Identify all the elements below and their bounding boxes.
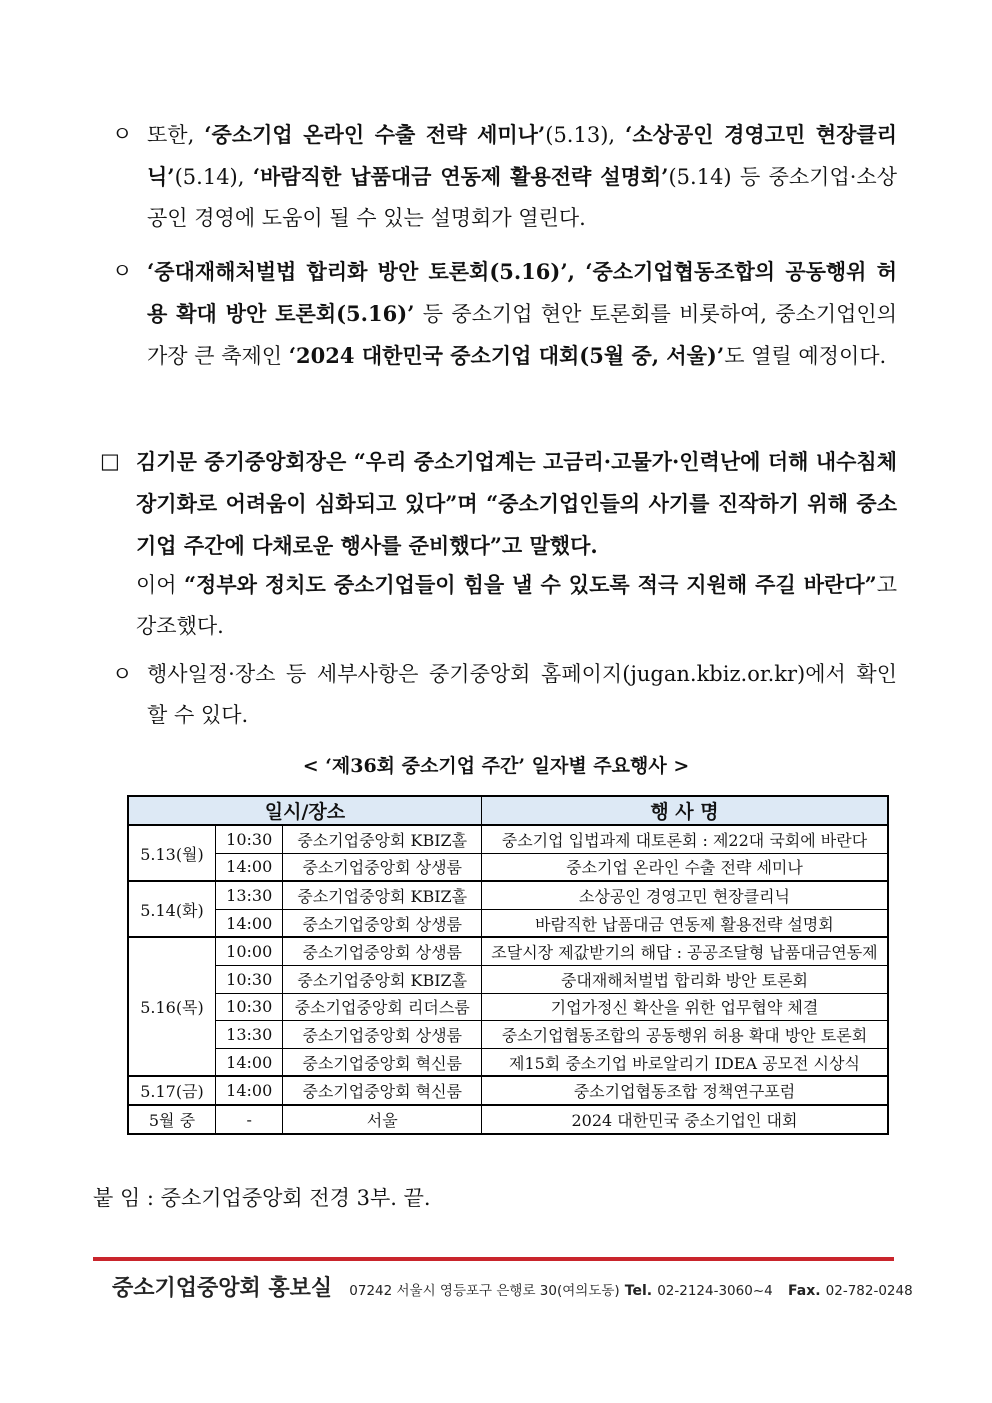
text-run: (5.14), [174,165,253,189]
event-cell: 소상공인 경영고민 현장클리닉 [481,881,888,909]
event-cell: 제15회 중소기업 바로알리기 IDEA 공모전 시상식 [481,1048,888,1076]
text-run: 행사일정·장소 등 세부사항은 중기중앙회 홈페이지(jugan.kbiz.or.kr)에서 확인할 수 있다. [147,662,897,727]
place-cell: 중소기업중앙회 상생룸 [283,1021,481,1049]
place-cell: 중소기업중앙회 상생룸 [283,909,481,937]
table-row [128,993,888,1021]
text-run: ‘2024 대한민국 중소기업 대회(5월 중, 서울)’ [288,343,725,368]
table-row [128,909,888,937]
event-cell: 2024 대한민국 중소기업인 대회 [481,1105,888,1134]
text-run: ‘소상공인 경영고민 현장클리닉’ [147,122,897,189]
paragraph-seminars [112,114,897,239]
text-run: 등 중소기업 현안 토론회를 비롯하여, 중소기업인의 가장 큰 축제인 [147,302,897,368]
text-run: 도 열릴 예정이다. [724,344,887,368]
time-cell: 14:00 [215,1048,283,1076]
date-cell: 5.17(금) [128,1076,215,1105]
text-run: ‘중소기업 온라인 수출 전략 세미나’ [204,122,546,147]
paragraph-chairman-quote [100,441,897,567]
circle-bullet-icon: ㅇ [112,259,133,283]
date-cell: 5.16(목) [128,937,215,1076]
text-run: 고 강조했다. [136,573,897,638]
place-cell: 중소기업중앙회 KBIZ홀 [283,881,481,909]
event-cell: 기업가정신 확산을 위한 업무협약 체결 [481,993,888,1021]
place-cell: 중소기업중앙회 혁신룸 [283,1076,481,1105]
text-run: (5.14) 등 중소기업·소상공인 경영에 도움이 될 수 있는 설명회가 열린다. [147,165,897,230]
table-row [128,1021,888,1049]
footer-fax: 02-782-0248 [825,1283,913,1299]
time-cell: 14:00 [215,853,283,881]
paragraph-details-website [112,654,897,736]
table-row [128,853,888,881]
table-row [128,1048,888,1076]
paragraph-forums [112,251,897,377]
date-cell: 5.14(화) [128,881,215,937]
time-cell: 13:30 [215,881,283,909]
square-bullet-icon: □ [100,449,120,473]
footer-address: 07242 서울시 영등포구 은행로 30(여의도동) [349,1283,620,1299]
table-caption: < ‘제36회 중소기업 주간’ 일자별 주요행사 > [302,755,690,777]
time-cell: 10:30 [215,965,283,993]
time-cell: 14:00 [215,909,283,937]
table-row [128,1105,888,1134]
time-cell: 14:00 [215,1076,283,1105]
place-cell: 중소기업중앙회 리더스룸 [283,993,481,1021]
footer-fax-label: Fax. [788,1283,821,1299]
event-cell: 바람직한 납품대금 연동제 활용전략 설명회 [481,909,888,937]
event-cell: 중소기업 온라인 수출 전략 세미나 [481,853,888,881]
place-cell: 서울 [283,1105,481,1134]
circle-bullet-icon: ㅇ [112,662,133,686]
text-run: 이어 [136,573,184,597]
paragraph-chairman-followup [100,564,897,647]
event-cell: 조달시장 제값받기의 해답 : 공공조달형 납품대금연동제 [481,937,888,965]
place-cell: 중소기업중앙회 KBIZ홀 [283,825,481,853]
place-cell: 중소기업중앙회 혁신룸 [283,1048,481,1076]
circle-bullet-icon: ㅇ [112,122,133,146]
event-cell: 중소기업협동조합의 공동행위 허용 확대 방안 토론회 [481,1021,888,1049]
text-run: “정부와 정치도 중소기업들이 힘을 낼 수 있도록 적극 지원해 주길 바란다” [183,572,877,597]
text-run: (5.13), [545,123,626,147]
time-cell: 10:00 [215,937,283,965]
time-cell: 10:30 [215,825,283,853]
time-cell: - [215,1105,283,1134]
footer-tel-label: Tel. [624,1283,653,1299]
date-cell: 5.13(월) [128,825,215,881]
text-run: 김기문 중기중앙회장은 “우리 중소기업계는 고금리·고물가·인력난에 더해 내수침체 장기화로 어려움이 심화되고 있다”며 “중소기업인들의 사기를 진작하기 위해 중소기업 주간에 다채로운 행사를 준비했다”고 말했다. [136,449,897,558]
event-cell: 중소기업 입법과제 대토론회 : 제22대 국회에 바란다 [481,825,888,853]
place-cell: 중소기업중앙회 KBIZ홀 [283,965,481,993]
footer-org: 중소기업중앙회 홍보실 [112,1276,333,1301]
table-row [128,965,888,993]
schedule-body [128,825,888,1134]
table-row [128,825,888,853]
table-row [128,881,888,909]
time-cell: 13:30 [215,1021,283,1049]
footer-tel: 02-2124-3060~4 [657,1283,773,1299]
text-run: ‘중대재해처벌법 합리화 방안 토론회(5.16)’, ‘중소기업협동조합의 공동행위 허용 확대 방안 토론회(5.16)’ [147,259,897,326]
attachment-note: 붙 임 : 중소기업중앙회 전경 3부. 끝. [93,1186,431,1210]
text-run: ‘바람직한 납품대금 연동제 활용전략 설명회’ [252,164,669,189]
place-cell: 중소기업중앙회 상생룸 [283,853,481,881]
table-row [128,937,888,965]
footer [112,1272,913,1308]
place-cell: 중소기업중앙회 상생룸 [283,937,481,965]
table-header-row [128,796,888,825]
event-cell: 중대재해처벌법 합리화 방안 토론회 [481,965,888,993]
footer-rule [93,1257,894,1261]
header-event: 행 사 명 [481,796,888,825]
time-cell: 10:30 [215,993,283,1021]
text-run: 또한, [147,123,205,147]
schedule-table [127,795,889,1135]
date-cell: 5월 중 [128,1105,215,1134]
table-row [128,1076,888,1105]
header-when-where: 일시/장소 [128,796,481,825]
event-cell: 중소기업협동조합 정책연구포럼 [481,1076,888,1105]
